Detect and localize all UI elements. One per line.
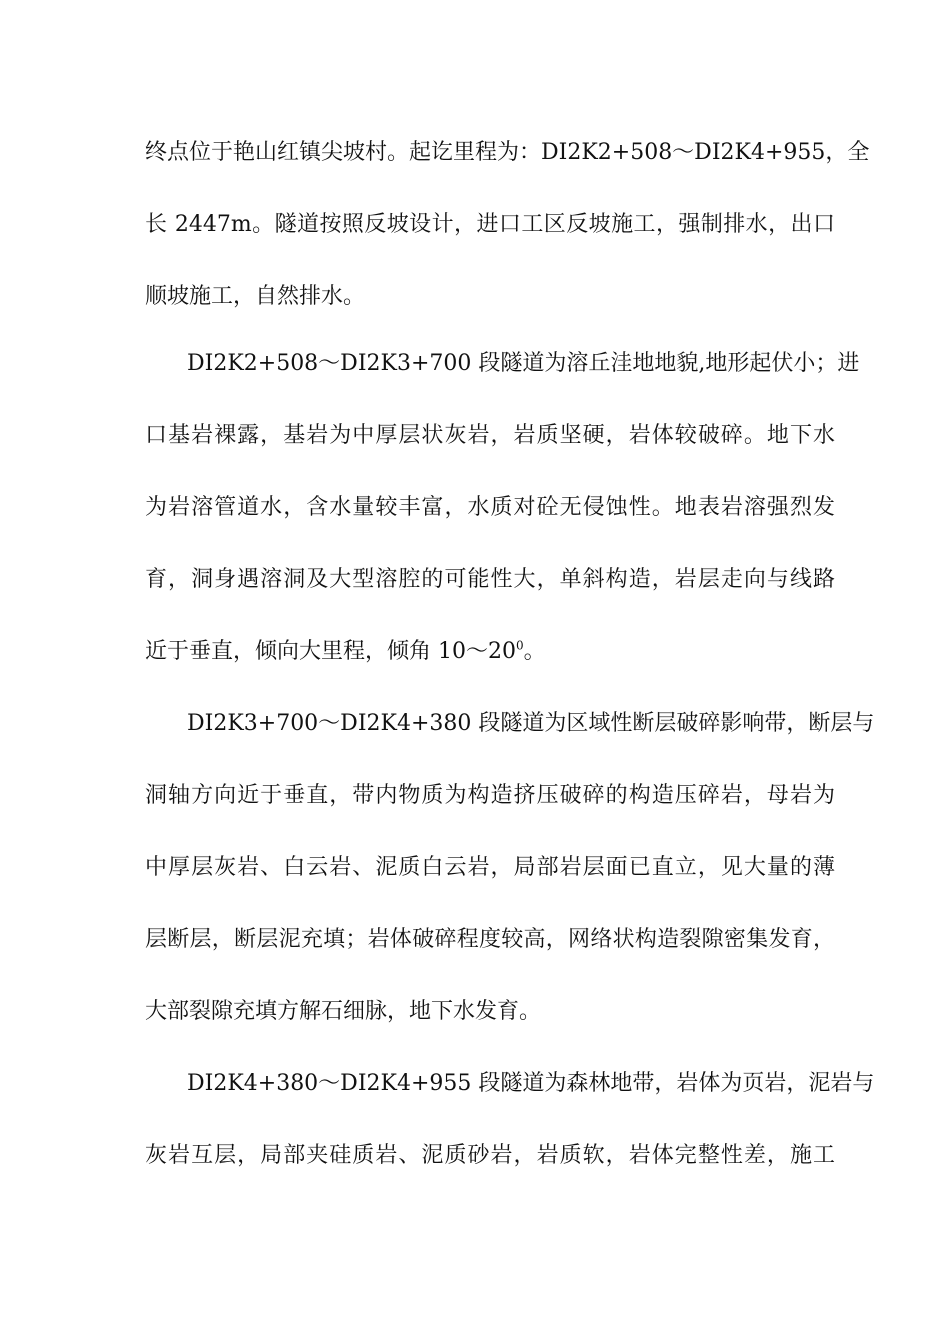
text-line-6: 为岩溶管道水，含水量较丰富，水质对砼无侵蚀性。地表岩溶强烈发 xyxy=(145,495,835,520)
text-line-8-main: 近于垂直，倾向大里程，倾角 10～20 xyxy=(145,639,516,664)
degree-superscript: 0 xyxy=(515,638,524,653)
text-line-10: 洞轴方向近于垂直，带内物质为构造挤压破碎的构造压碎岩，母岩为 xyxy=(145,783,835,808)
text-line-9: DI2K3+700～DI2K4+380 段隧道为区域性断层破碎影响带，断层与 xyxy=(187,711,875,736)
text-line-12: 层断层，断层泥充填；岩体破碎程度较高，网络状构造裂隙密集发育， xyxy=(145,927,835,952)
text-line-11: 中厚层灰岩、白云岩、泥质白云岩，局部岩层面已直立，见大量的薄 xyxy=(145,855,835,880)
text-line-2: 长 2447m。隧道按照反坡设计，进口工区反坡施工，强制排水，出口 xyxy=(145,212,835,237)
text-line-13: 大部裂隙充填方解石细脉，地下水发育。 xyxy=(145,999,542,1024)
text-line-3: 顺坡施工，自然排水。 xyxy=(145,284,366,309)
text-line-5: 口基岩裸露，基岩为中厚层状灰岩，岩质坚硬，岩体较破碎。地下水 xyxy=(145,423,835,448)
text-line-7: 育，洞身遇溶洞及大型溶腔的可能性大，单斜构造，岩层走向与线路 xyxy=(145,567,835,592)
text-line-8-tail: 。 xyxy=(523,639,546,664)
text-line-14: DI2K4+380～DI2K4+955 段隧道为森林地带，岩体为页岩，泥岩与 xyxy=(187,1071,875,1096)
text-line-15: 灰岩互层，局部夹硅质岩、泥质砂岩，岩质软，岩体完整性差，施工 xyxy=(145,1143,835,1168)
text-line-4: DI2K2+508～DI2K3+700 段隧道为溶丘洼地地貌,地形起伏小；进 xyxy=(187,351,860,376)
text-line-1: 终点位于艳山红镇尖坡村。起讫里程为：DI2K2+508～DI2K4+955，全 xyxy=(145,140,870,165)
text-line-8 xyxy=(145,632,835,672)
